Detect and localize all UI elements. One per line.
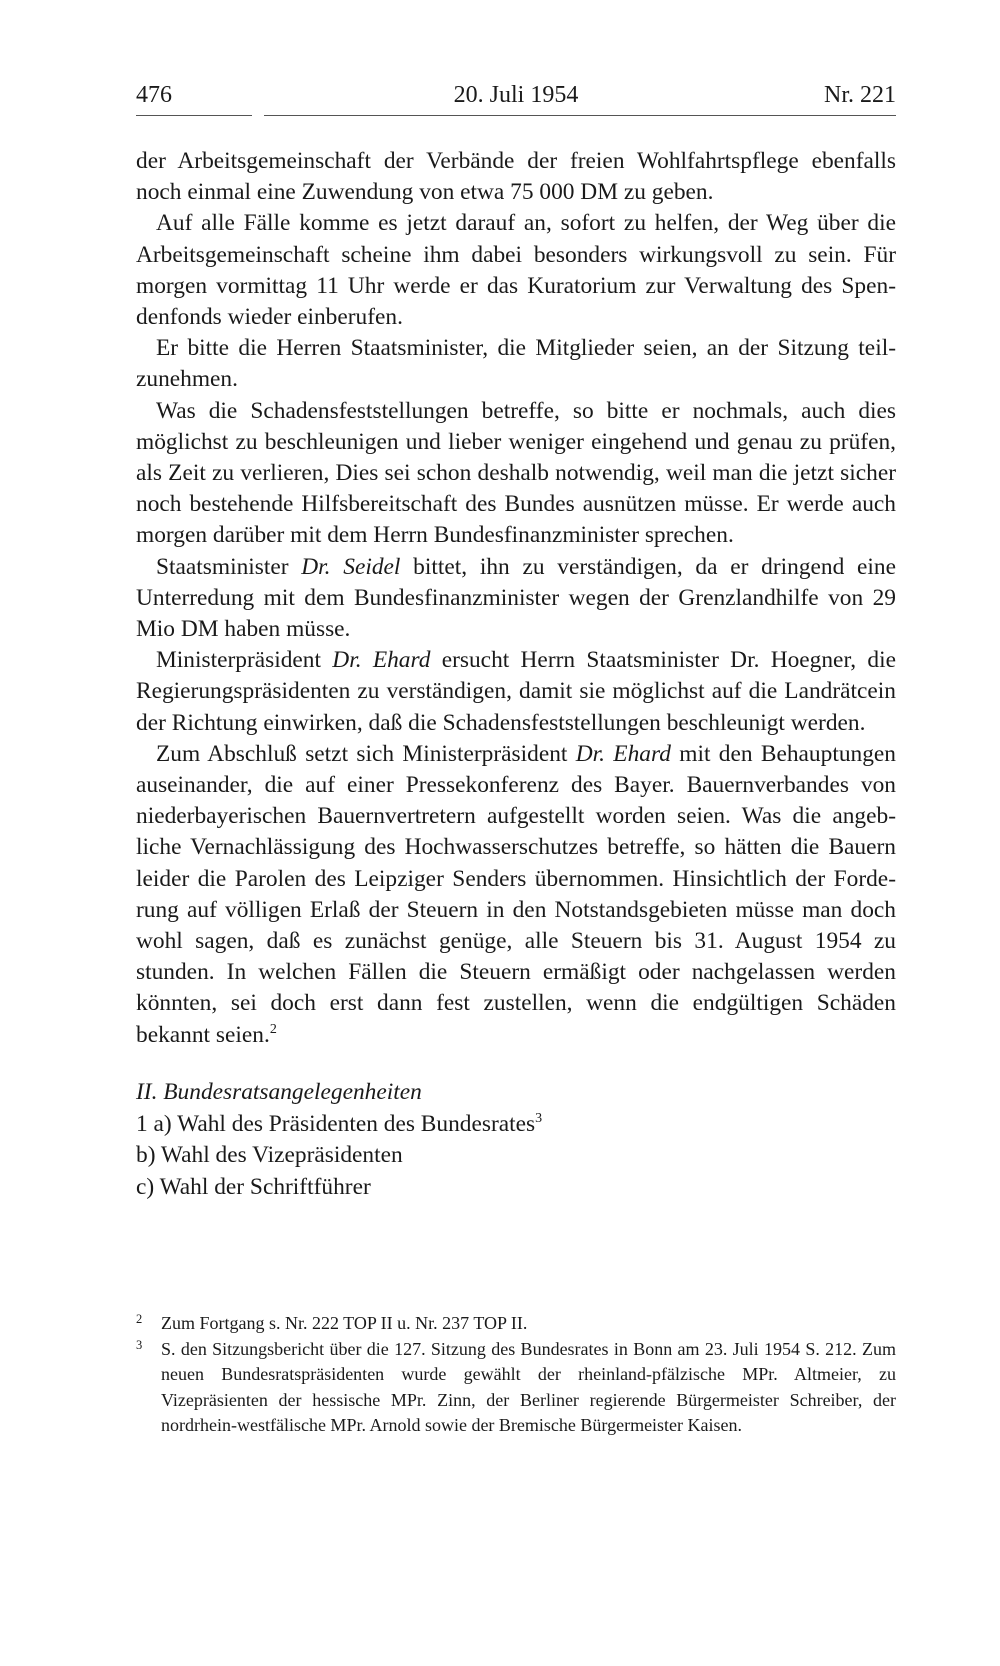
section-title: II. Bundesratsangelegenheiten — [136, 1079, 422, 1105]
footnote-text: S. den Sitzungsbericht über die 127. Sitzung des Bundesrates in Bonn am 23. Juli 1954 S. 212. Zum neuen Bundesratspräsidenten wurde gewählt der rheinland-pfälzische MPr. Altmeier, zu Vizepräsienten der hessische MPr. Zinn, der Berliner regierende Bürgermeister Schreiber, der nordrhein-westfälische MPr. Arnold sowie der Bremische Bürgermeister Kaisen. — [161, 1338, 896, 1435]
paragraph-7-text-b: mit den Behauptungen auseinander, die auf einer Pressekonferenz des Bayer. Bauernverbandes von niederbayerischen Bauernvertretern aufgestellt worden seien. Was die angebliche Vernachlässigung des Hochwasserschutzes betreffe, so hätten die Bauern leider die Parolen des Leipziger Senders übernommen. Hinsichtlich der Forderung auf völligen Erlaß der Steuern in den Notstandsgebieten müsse man doch wohl sagen, daß es zunächst genüge, alle Steuern bis 31. August 1954 zu stunden. In welchen Fällen die Steuern ermäßigt oder nachgelassen werden könnten, sei doch erst dann fest zustellen, wenn die endgültigen Schäden bekannt seien. — [136, 740, 896, 1048]
agenda-section — [136, 1077, 896, 1203]
paragraph-3: Er bitte die Herren Staatsminister, die Mitglieder seien, an der Sitzung teilzunehmen. — [136, 335, 896, 393]
footnote-mark: 3 — [136, 1337, 143, 1352]
person-name-seidel: Dr. Seidel — [301, 553, 401, 580]
header-rule-left — [136, 115, 252, 116]
paragraph-5 — [136, 552, 896, 646]
person-name-ehard-2: Dr. Ehard — [575, 740, 671, 767]
document-number: Nr. 221 — [824, 82, 896, 108]
agenda-item-a — [136, 1109, 896, 1141]
paragraph-6-text-a: Ministerpräsident — [156, 647, 333, 674]
header-rule-right — [264, 115, 896, 116]
page-number: 476 — [136, 82, 172, 108]
footnote-ref-2[interactable]: 2 — [269, 1021, 277, 1037]
footnote-ref-3[interactable]: 3 — [535, 1110, 543, 1126]
paragraph-2: Auf alle Fälle komme es jetzt darauf an, sofort zu helfen, der Weg über die Arbeitsgemeinschaft scheine ihm dabei besonders wirkungsvoll zu sein. Für morgen vormittag 11 Uhr werde er das Kuratorium zur Verwaltung des Spendenfonds wieder einberufen. — [136, 210, 896, 331]
person-name-ehard: Dr. Ehard — [332, 647, 431, 674]
footnote-2 — [136, 1311, 896, 1337]
paragraph-5-text-b: bittet, ihn zu verständigen, da er dringend eine Unterredung mit dem Bundesfinanzminister wegen der Grenzlandhilfe von 29 Mio DM haben müsse. — [136, 553, 896, 643]
header-date: 20. Juli 1954 — [453, 82, 579, 108]
footnotes — [136, 1311, 896, 1439]
paragraph-6 — [136, 645, 896, 739]
footnote-mark: 2 — [136, 1312, 143, 1326]
agenda-item-a-text: 1 a) Wahl des Präsidenten des Bundesrates — [136, 1110, 536, 1137]
agenda-item-c: c) Wahl der Schriftführer — [136, 1173, 371, 1200]
paragraph-6-text-b: ersucht Herrn Staatsminister Dr. Hoegner, die Regierungspräsidenten zu verständigen, damit sie möglichst auf die Landrätcein der Richtung einwirken, daß die Schadensfeststellungen beschleunigt werden. — [136, 647, 896, 736]
paragraph-7 — [136, 739, 896, 1051]
footnote-3 — [136, 1337, 896, 1439]
footnote-text: Zum Fortgang s. Nr. 222 TOP II u. Nr. 237 TOP II. — [161, 1313, 528, 1333]
paragraph-7-text-a: Zum Abschluß setzt sich Ministerpräsident — [156, 740, 576, 767]
paragraph-1: der Arbeitsgemeinschaft der Verbände der freien Wohlfahrtspflege ebenfalls noch einmal eine Zuwendung von etwa 75 000 DM zu geben. — [136, 148, 896, 206]
paragraph-4: Was die Schadensfeststellungen betreffe, so bitte er nochmals, auch dies möglichst zu beschleunigen und lieber weniger eingehend und genau zu prüfen, als Zeit zu verlieren, Dies sei schon deshalb notwendig, weil man die jetzt sicher noch bestehende Hilfsbereitschaft des Bundes ausnützen müsse. Er werde auch morgen darüber mit dem Herrn Bundesfinanzminister sprechen. — [136, 397, 896, 549]
running-head — [136, 82, 896, 118]
body-text — [136, 146, 896, 1051]
paragraph-5-text-a: Staatsminister — [156, 553, 302, 580]
agenda-item-b: b) Wahl des Vizepräsidenten — [136, 1142, 403, 1168]
